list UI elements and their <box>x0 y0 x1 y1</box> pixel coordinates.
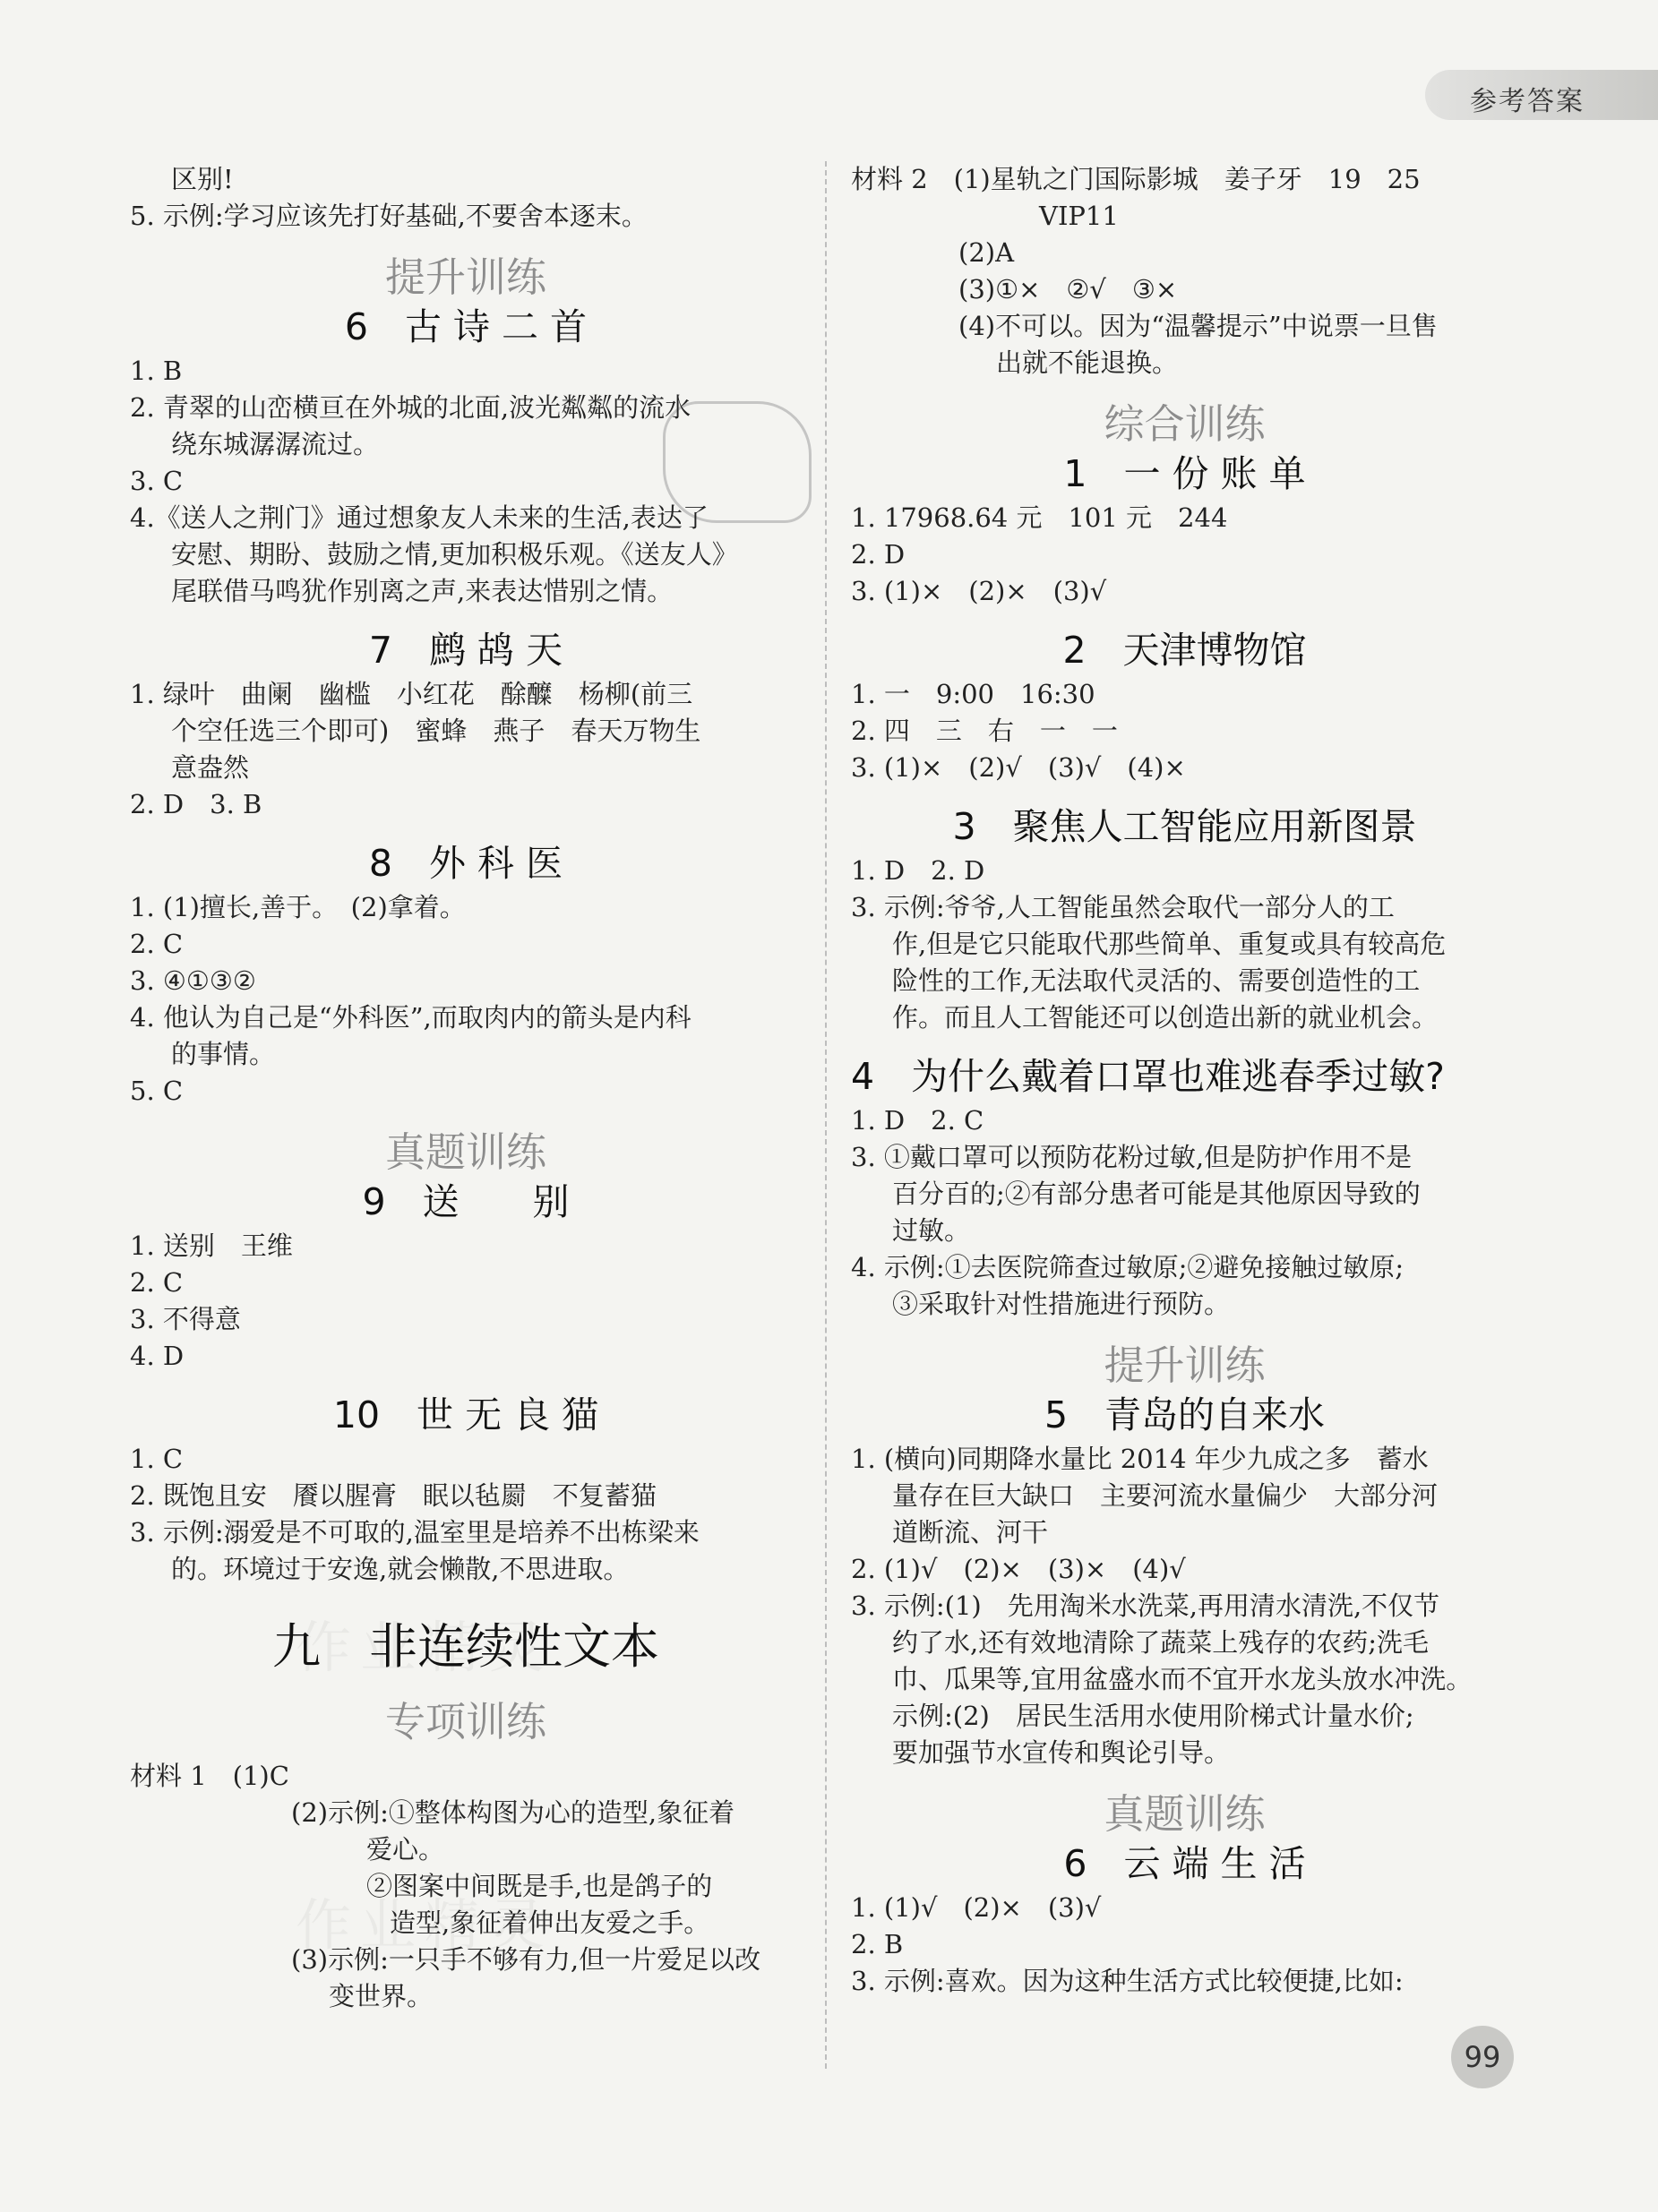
answer-line: 量存在巨大缺口 主要河流水量偏少 大部分河 <box>892 1480 1439 1511</box>
answer-line: 1. (1)擅长,善于。 (2)拿着。 <box>130 892 466 922</box>
answer-line: 的。环境过于安逸,就会懒散,不思进取。 <box>171 1554 630 1584</box>
answer-line: 4. 示例:①去医院筛查过敏原;②避免接触过敏原; <box>851 1252 1405 1282</box>
section-heading: 提升训练 <box>384 253 546 301</box>
answer-line: 道断流、河干 <box>892 1517 1049 1548</box>
answer-line: 3. (1)× (2)√ (3)√ (4)× <box>851 752 1186 783</box>
section-heading: 专项训练 <box>384 1698 546 1745</box>
answer-line: 1. 送别 王维 <box>130 1230 293 1261</box>
answer-line: 2. D 3. B <box>130 789 262 819</box>
section-heading: 提升训练 <box>1104 1342 1266 1389</box>
answer-line: 3. ④①③② <box>130 965 256 996</box>
answer-line: 过敏。 <box>892 1215 971 1246</box>
lesson-title: 9 送 别 <box>362 1180 570 1223</box>
answer-line: 材料 1 (1)C <box>130 1761 289 1791</box>
lesson-title: 7 鹧 鸪 天 <box>368 629 563 672</box>
answer-line: 3. 示例:溺爱是不可取的,温室里是培养不出栋梁来 <box>130 1517 700 1548</box>
answer-line: ②图案中间既是手,也是鸽子的 <box>366 1871 713 1901</box>
lesson-title: 6 古 诗 二 首 <box>344 305 588 348</box>
left-column <box>130 161 802 2015</box>
answer-line: 2. C <box>130 929 184 959</box>
answer-line: 2. 青翠的山峦横亘在外城的北面,波光粼粼的流水 <box>130 392 692 423</box>
answer-line: 造型,象征着伸出友爱之手。 <box>390 1908 710 1938</box>
answer-line: 1. (1)√ (2)× (3)√ <box>851 1892 1102 1923</box>
answer-line: 1. C <box>130 1444 184 1474</box>
answer-line: 2. C <box>130 1267 184 1298</box>
answer-line: 2. 既饱且安 餍以腥膏 眠以毡罽 不复蓄猫 <box>130 1480 657 1511</box>
lesson-title: 5 青岛的自来水 <box>1044 1393 1326 1436</box>
answer-line: 3. 不得意 <box>130 1304 241 1334</box>
page-number: 99 <box>1451 2026 1514 2088</box>
answer-line: 4.《送人之荆门》通过想象友人未来的生活,表达了 <box>130 502 709 533</box>
answer-line: 1. D 2. D <box>851 855 985 886</box>
answer-line: 5. C <box>130 1076 184 1106</box>
answer-line: 示例:(2) 居民生活用水使用阶梯式计量水价; <box>892 1701 1414 1731</box>
answer-line: 约了水,还有效地清除了蔬菜上残存的农药;洗毛 <box>892 1627 1429 1658</box>
lesson-title: 10 世 无 良 猫 <box>332 1393 599 1436</box>
answer-line: 个空任选三个即可) 蜜蜂 燕子 春天万物生 <box>171 716 701 746</box>
answer-line: 1. B <box>130 356 183 386</box>
header-tab-label: 参考答案 <box>1470 86 1585 117</box>
answer-line: 4. 他认为自己是“外科医”,而取肉内的箭头是内科 <box>130 1002 692 1033</box>
lesson-title: 4 为什么戴着口罩也难逃春季过敏? <box>851 1055 1445 1098</box>
answer-line: (3)示例:一只手不够有力,但一片爱足以改 <box>291 1944 761 1975</box>
answer-line: 3. 示例:爷爷,人工智能虽然会取代一部分人的工 <box>851 892 1395 922</box>
lesson-title: 1 一 份 账 单 <box>1063 452 1306 495</box>
answer-line: 2. D <box>851 539 906 570</box>
answer-line: 3. 示例:喜欢。因为这种生活方式比较便捷,比如: <box>851 1966 1404 1996</box>
header-tab <box>1425 70 1658 120</box>
section-heading: 真题训练 <box>1104 1790 1266 1838</box>
answer-line: 安慰、期盼、鼓励之情,更加积极乐观。《送友人》 <box>171 539 738 570</box>
answer-line: (2)A <box>958 237 1015 268</box>
answer-line: 出就不能退换。 <box>996 347 1179 378</box>
section-heading: 真题训练 <box>384 1128 546 1176</box>
answer-line: (4)不可以。因为“温馨提示”中说票一旦售 <box>958 311 1438 341</box>
answer-line: 3. 示例:(1) 先用淘米水洗菜,再用清水清洗,不仅节 <box>851 1590 1440 1621</box>
answer-line: VIP11 <box>1039 201 1119 231</box>
right-column <box>851 161 1518 2000</box>
lesson-title: 3 聚焦人工智能应用新图景 <box>952 805 1417 848</box>
answer-line: 1. 一 9:00 16:30 <box>851 679 1095 709</box>
answer-line: 3. C <box>130 466 184 496</box>
lesson-title: 2 天津博物馆 <box>1062 629 1307 672</box>
answer-line: 4. D <box>130 1341 185 1371</box>
section-heading: 综合训练 <box>1104 400 1266 448</box>
answer-line: 3. ①戴口罩可以预防花粉过敏,但是防护作用不是 <box>851 1142 1413 1172</box>
answer-line: (3)①× ②√ ③× <box>958 274 1178 304</box>
answer-line: 5. 示例:学习应该先打好基础,不要舍本逐末。 <box>130 201 648 231</box>
answer-line: 作,但是它只能取代那些简单、重复或具有较高危 <box>892 929 1447 959</box>
answer-line: 爱心。 <box>366 1834 445 1865</box>
lesson-title: 8 外 科 医 <box>368 842 563 885</box>
answer-line: 2. B <box>851 1929 904 1959</box>
answer-line: 3. (1)× (2)× (3)√ <box>851 576 1107 606</box>
answer-line: 险性的工作,无法取代灵活的、需要创造性的工 <box>892 965 1421 996</box>
answer-line: 巾、瓜果等,宜用盆盛水而不宜开水龙头放水冲洗。 <box>892 1664 1473 1694</box>
answer-line: (2)示例:①整体构图为心的造型,象征着 <box>291 1797 735 1828</box>
answer-line: 2. (1)√ (2)× (3)× (4)√ <box>851 1554 1186 1584</box>
answer-line: 要加强节水宣传和舆论引导。 <box>892 1737 1231 1768</box>
answer-line: 的事情。 <box>171 1039 276 1069</box>
answer-line: 意盎然 <box>171 752 250 783</box>
answer-line: 1. D 2. C <box>851 1105 984 1136</box>
answer-line: ③采取针对性措施进行预防。 <box>892 1289 1231 1319</box>
answer-line: 百分百的;②有部分患者可能是其他原因导致的 <box>892 1179 1421 1209</box>
unit-title: 九 非连续性文本 <box>272 1618 659 1675</box>
answer-line: 区别! <box>171 164 234 194</box>
answer-line: 作。而且人工智能还可以创造出新的就业机会。 <box>892 1002 1439 1033</box>
answer-line: 变世界。 <box>329 1981 434 2011</box>
answer-line: 1. (横向)同期降水量比 2014 年少九成之多 蓄水 <box>851 1444 1429 1474</box>
answer-line: 1. 17968.64 元 101 元 244 <box>851 502 1228 533</box>
answer-line: 材料 2 (1)星轨之门国际影城 姜子牙 19 25 <box>851 164 1421 194</box>
answer-line: 2. 四 三 右 一 一 <box>851 716 1118 746</box>
lesson-title: 6 云 端 生 活 <box>1063 1842 1306 1885</box>
answer-line: 尾联借马鸣犹作别离之声,来表达惜别之情。 <box>171 576 674 606</box>
column-divider <box>825 161 827 2069</box>
answer-line: 绕东城潺潺流过。 <box>171 429 380 459</box>
answer-line: 1. 绿叶 曲阑 幽槛 小红花 酴醾 杨柳(前三 <box>130 679 693 709</box>
